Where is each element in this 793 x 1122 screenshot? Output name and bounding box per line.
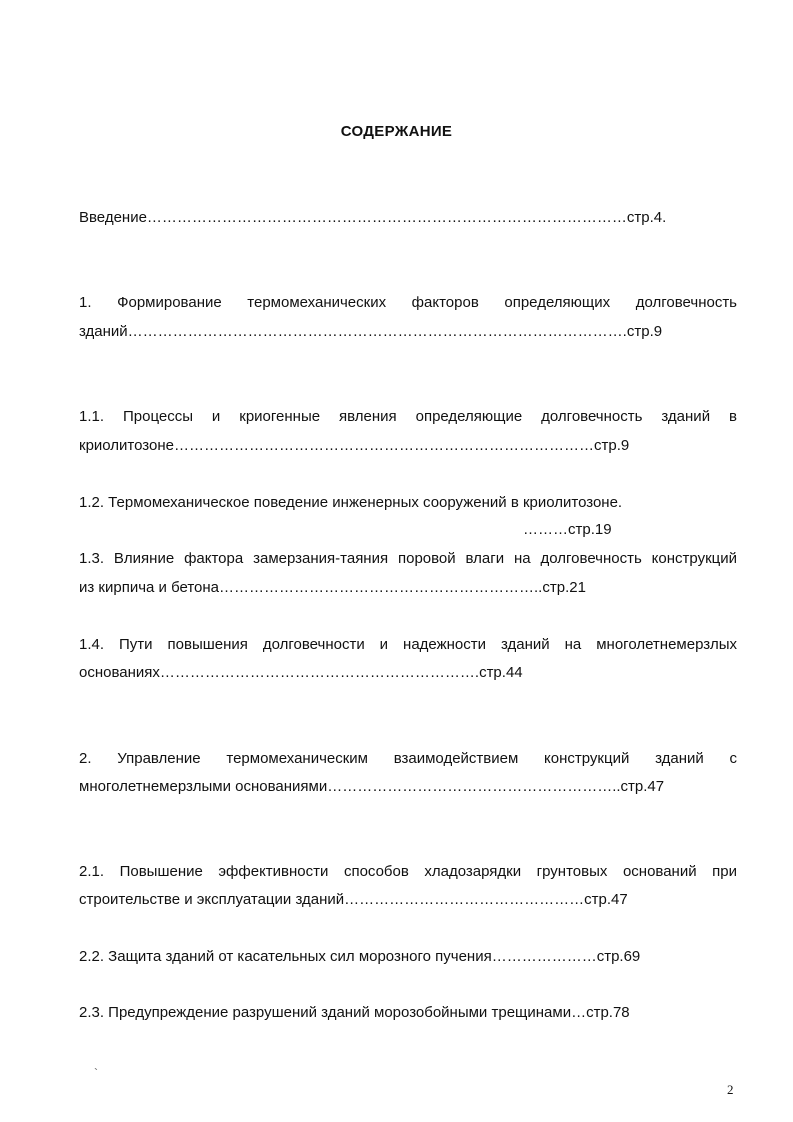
toc-entry-s2-1-line2: строительстве и эксплуатации зданий…………………………………………стр.47 — [79, 891, 628, 908]
toc-entry-s2-1-line1: 2.1. Повышение эффективности способов хладозарядки грунтовых оснований при — [79, 863, 737, 880]
toc-entry-ch2-line2: многолетнемерзлыми основаниями…………………………………………………..стр.47 — [79, 778, 665, 795]
toc-entry-ch2-line1: 2. Управление термомеханическим взаимодействием конструкций зданий с — [79, 750, 737, 767]
page-number: 2 — [727, 1082, 734, 1097]
toc-entry-s1-2-line1: 1.2. Термомеханическое поведение инженерных сооружений в криолитозоне. — [79, 494, 623, 511]
toc-entry-ch1-line2: зданий……………………………………………………………………………………….стр.9 — [79, 323, 663, 340]
toc-entry-ch1-line1: 1. Формирование термомеханических факторов определяющих долговечность — [79, 294, 737, 311]
page-title: СОДЕРЖАНИЕ — [340, 123, 453, 140]
toc-entry-s2-3: 2.3. Предупреждение разрушений зданий морозобойными трещинами…стр.78 — [79, 1004, 630, 1021]
scan-speck: ` — [94, 1066, 98, 1080]
toc-entry-s2-2: 2.2. Защита зданий от касательных сил морозного пучения…………………стр.69 — [79, 948, 641, 965]
toc-entry-intro: Введение……………………………………………………………………………………стр.4. — [79, 209, 667, 226]
toc-entry-s1-1-line2: криолитозоне…………………………………………………………………………стр.9 — [79, 437, 630, 454]
toc-entry-s1-3-line1: 1.3. Влияние фактора замерзания-таяния поровой влаги на долговечность конструкций — [79, 550, 737, 567]
toc-entry-s1-1-line1: 1.1. Процессы и криогенные явления определяющие долговечность зданий в — [79, 408, 737, 425]
toc-entry-s1-3-line2: из кирпича и бетона………………………………………………………..стр.21 — [79, 579, 586, 596]
toc-entry-s1-4-line1: 1.4. Пути повышения долговечности и надежности зданий на многолетнемерзлых — [79, 636, 737, 653]
toc-entry-s1-4-line2: основаниях……………………………………………………….стр.44 — [79, 664, 523, 681]
toc-entry-s1-2-line2: ………стр.19 — [523, 521, 612, 538]
